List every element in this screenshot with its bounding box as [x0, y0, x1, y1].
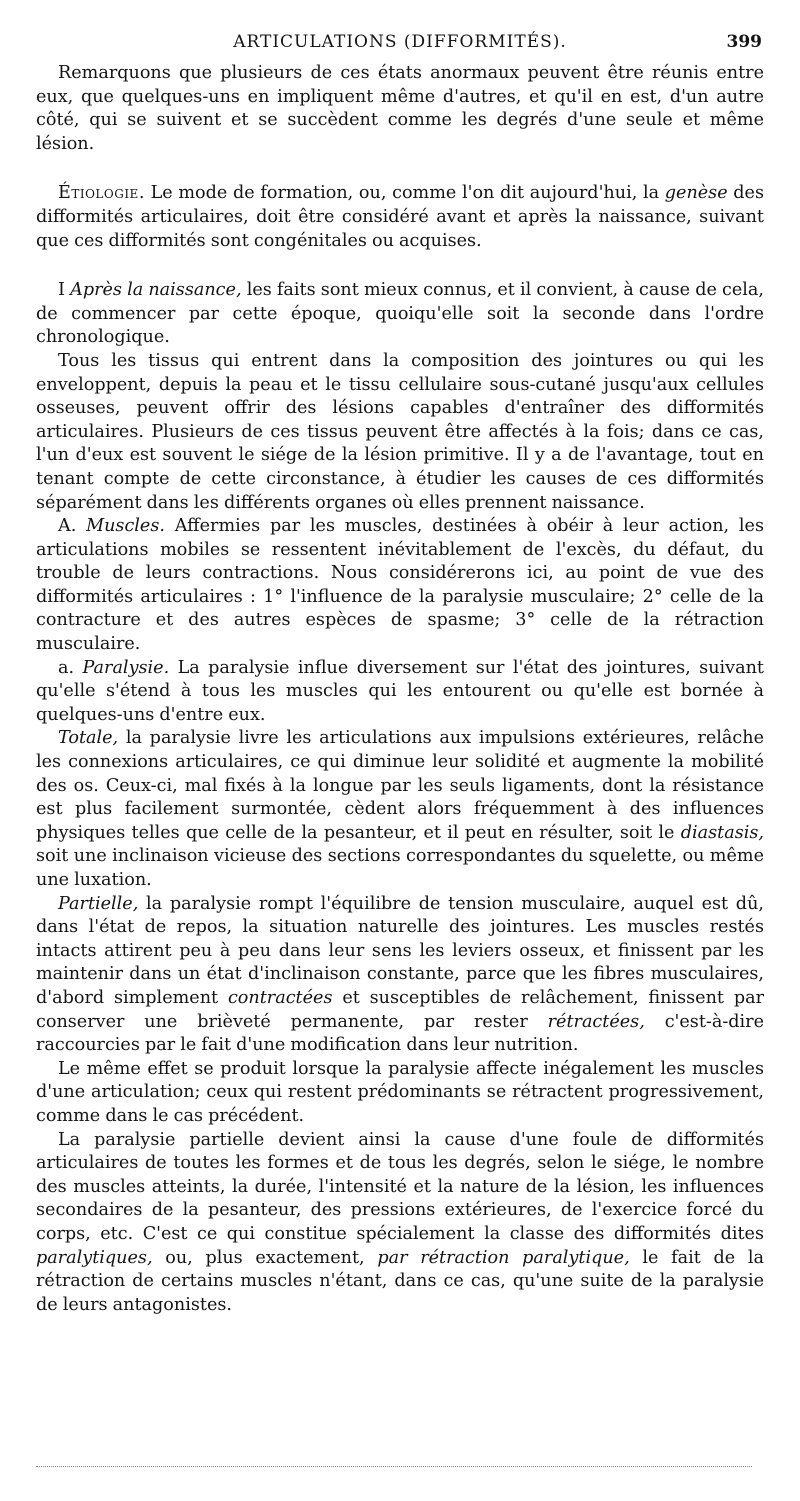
footer-rule — [36, 1466, 752, 1467]
paragraph-etiologie: Étiologie. Le mode de formation, ou, comme l'on dit aujourd'hui, la genèse des difformités articulaires, doit être considéré avant et après la naissance, suivant que ces difformités sont congénitales ou acquises. — [36, 183, 765, 251]
paragraph-muscles: A. Muscles. Affermies par les muscles, destinées à obéir à leur action, les articulations mobiles se ressentent inévitablement de l'excès, du défaut, du trouble de leurs contractions. Nous considérerons ici, au point de vue des difformités articulaires : 1° l'influence de la paralysie musculaire; 2° celle de la contracture et des autres espèces de spasme; 3° celle de la rétraction musculaire. — [36, 516, 764, 655]
page-number: 399 — [726, 32, 762, 52]
paragraph-paralysie-partielle: La paralysie partielle devient ainsi la cause d'une foule de difformités articulaires de toutes les formes et de tous les degrés, selon le siége, le nombre des muscles atteints, la durée, l'intensité et la nature de la lésion, les influences secondaires de la pesanteur, des pressions extérieures, de l'exercice forcé du corps, etc. C'est ce qui constitue spécialement la classe des difformités dites paralytiques, ou, plus exactement, par rétraction paralytique, le fait de la rétraction de certains muscles n'étant, dans ce cas, qu'une suite de la paralysie de leurs antagonistes. — [36, 1129, 764, 1315]
paragraph-intro: Remarquons que plusieurs de ces états anormaux peuvent être réunis entre eux, que quelques-uns en impliquent même d'autres, et qu'il en est, d'un autre côté, qui se suivent et se succèdent comme les degrés d'une seule et même lésion. — [36, 63, 764, 154]
running-head — [36, 32, 764, 56]
paragraph-paralysie: a. Paralysie. La paralysie influe diversement sur l'état des jointures, suivant qu'elle s'étend à tous les muscles qui les entourent ou qu'elle est bornée à quelques-uns d'entre eux. — [36, 657, 764, 725]
paragraph-meme-effet: Le même effet se produit lorsque la paralysie affecte inégalement les muscles d'une articulation; ceux qui restent prédominants se rétractent progressivement, comme dans le cas précédent. — [36, 1058, 764, 1126]
section-heading: Étiologie. — [58, 183, 145, 204]
chapter-title: ARTICULATIONS (DIFFORMITÉS). — [233, 32, 567, 52]
paragraph-partielle: Partielle, la paralysie rompt l'équilibre de tension musculaire, auquel est dû, dans l'état de repos, la situation naturelle des jointures. Les muscles restés intacts attirent peu à peu dans leur sens les leviers osseux, et finissent par les maintenir dans un état d'inclinaison constante, parce que les fibres musculaires, d'abord simplement contractées et susceptibles de relâchement, finissent par conserver une brièveté permanente, par rester rétractées, c'est-à-dire raccourcies par le fait d'une modification dans leur nutrition. — [36, 893, 765, 1056]
paragraph-tissus: Tous les tissus qui entrent dans la composition des jointures ou qui les enveloppent, depuis la peau et le tissu cellulaire sous-cutané jusqu'aux cellules osseuses, peuvent offrir des lésions capables d'entraîner des difformités articulaires. Plusieurs de ces tissus peuvent être affectés à la fois; dans ce cas, l'un d'eux est souvent le siége de la lésion primitive. Il y a de l'avantage, tout en tenant compte de cette circonstance, à étudier les causes de ces difformités séparément dans les différents organes où elles prennent naissance. — [36, 350, 764, 513]
paragraph-totale: Totale, la paralysie livre les articulations aux impulsions extérieures, relâche les connexions articulaires, ce qui diminue leur solidité et augmente la mobilité des os. Ceux-ci, mal fixés à la longue par les seuls ligaments, dont la résistance est plus facilement surmontée, cèdent alors fréquemment à des influences physiques telles que celle de la pesanteur, et il peut en résulter, soit le diastasis, soit une inclinaison vicieuse des sections correspondantes du squelette, ou même une luxation. — [36, 728, 764, 890]
paragraph-apres-naissance: I Après la naissance, les faits sont mieux connus, et il convient, à cause de cela, de commencer par cette époque, quoiqu'elle soit la seconde dans l'ordre chronologique. — [36, 280, 764, 348]
